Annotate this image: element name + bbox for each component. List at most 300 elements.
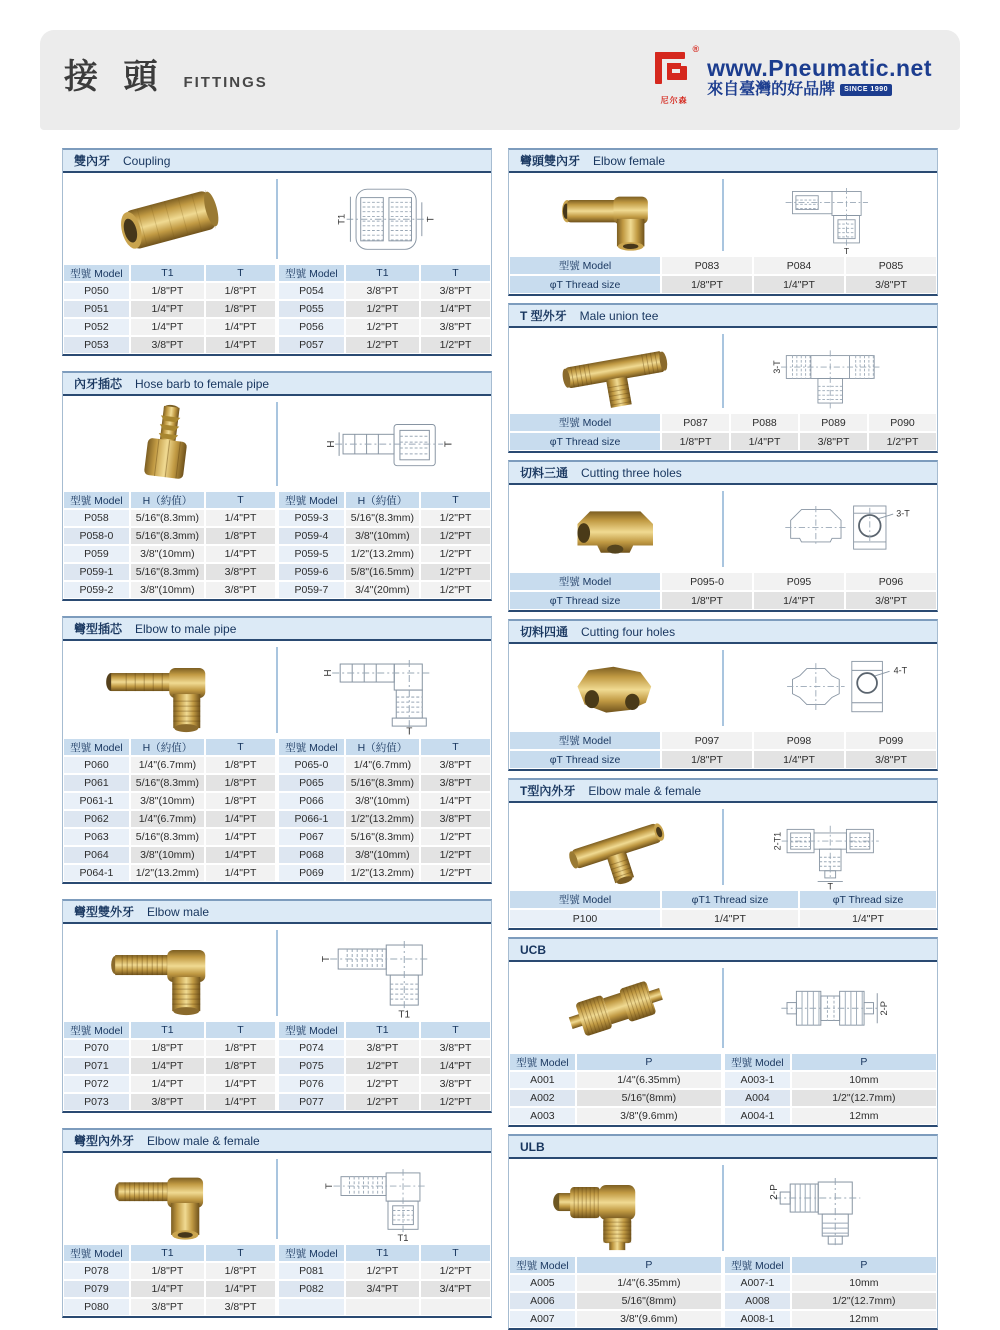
value-cell: 5/16"(8.3mm) bbox=[131, 528, 204, 544]
spec-table bbox=[63, 1022, 491, 1111]
svg-text:T: T bbox=[827, 880, 834, 891]
section-title-en: Cutting four holes bbox=[581, 624, 676, 639]
section-title-en: Elbow to male pipe bbox=[135, 621, 237, 636]
value-cell: 3/8"PT bbox=[846, 751, 936, 768]
value-cell: 3/8"PT bbox=[846, 276, 936, 293]
value-cell: 3/8"PT bbox=[800, 433, 867, 450]
spec-table bbox=[509, 414, 937, 451]
value-cell: 1/2"PT bbox=[346, 1263, 419, 1279]
header-cell: H（約值） bbox=[131, 739, 204, 755]
registered-mark: ® bbox=[692, 44, 700, 54]
header-cell: H（約值） bbox=[346, 492, 419, 508]
spec-table bbox=[509, 257, 937, 294]
value-cell bbox=[421, 1299, 490, 1315]
value-cell: 5/16"(8mm) bbox=[577, 1293, 721, 1309]
model-cell: P084 bbox=[754, 257, 844, 274]
header-cell: T1 bbox=[346, 1022, 419, 1038]
model-cell: P097 bbox=[662, 732, 752, 749]
model-cell: A007-1 bbox=[725, 1275, 790, 1291]
value-cell: 1/4"(6.35mm) bbox=[577, 1072, 721, 1088]
svg-text:H: H bbox=[323, 669, 335, 677]
technical-drawing-elbowBarb bbox=[278, 641, 491, 739]
right-column bbox=[508, 148, 938, 1330]
model-cell: P057 bbox=[279, 337, 344, 353]
section-title bbox=[63, 901, 491, 924]
value-cell: 1/8"PT bbox=[206, 757, 275, 773]
value-cell: 1/4"PT bbox=[421, 793, 490, 809]
header-cell: T1 bbox=[131, 1022, 204, 1038]
model-cell: P050 bbox=[64, 283, 129, 299]
model-cell: P066-1 bbox=[279, 811, 344, 827]
value-cell: 1/2"PT bbox=[346, 301, 419, 317]
technical-drawing-ucb bbox=[724, 962, 937, 1054]
model-cell: P053 bbox=[64, 337, 129, 353]
value-cell: 3/4"PT bbox=[346, 1281, 419, 1297]
value-cell: 1/4"(6.7mm) bbox=[346, 757, 419, 773]
value-cell: 1/4"PT bbox=[421, 1058, 490, 1074]
value-cell: 1/8"PT bbox=[206, 1263, 275, 1279]
section-tee-mf bbox=[508, 778, 938, 930]
section-title-en: Male union tee bbox=[579, 308, 659, 323]
value-cell: 3/8"PT bbox=[346, 283, 419, 299]
header-cell: 型號 Model bbox=[279, 1245, 344, 1261]
value-cell: 1/2"(12.7mm) bbox=[792, 1293, 936, 1309]
value-cell: 1/4"PT bbox=[754, 276, 844, 293]
svg-text:T1: T1 bbox=[335, 213, 347, 225]
model-cell: P059-5 bbox=[279, 546, 344, 562]
header-cell: 型號 Model bbox=[279, 1022, 344, 1038]
table-half bbox=[64, 1245, 275, 1315]
svg-text:T1: T1 bbox=[398, 1009, 411, 1021]
value-cell: 1/4"PT bbox=[731, 433, 798, 450]
row-label-cell: 型號 Model bbox=[510, 732, 660, 749]
value-cell: 3/8"(10mm) bbox=[346, 528, 419, 544]
header-cell: T bbox=[206, 739, 275, 755]
image-area bbox=[63, 396, 491, 492]
value-cell: 1/2"(12.7mm) bbox=[792, 1090, 936, 1106]
product-photo-coupling bbox=[63, 173, 276, 265]
technical-drawing-ulb bbox=[724, 1159, 937, 1257]
value-cell: 1/8"PT bbox=[206, 775, 275, 791]
value-cell: 1/4"PT bbox=[662, 910, 798, 927]
value-cell: 3/4"PT bbox=[421, 1281, 490, 1297]
value-cell: 3/8"PT bbox=[421, 1040, 490, 1056]
svg-text:3-T: 3-T bbox=[896, 508, 911, 519]
header-cell: P bbox=[577, 1054, 721, 1070]
model-cell: A007 bbox=[510, 1311, 575, 1327]
model-cell: P056 bbox=[279, 319, 344, 335]
header-cell: 型號 Model bbox=[279, 739, 344, 755]
section-hose-barb bbox=[62, 371, 492, 601]
image-area bbox=[63, 924, 491, 1022]
value-cell: 10mm bbox=[792, 1072, 936, 1088]
technical-drawing-elbowFemale bbox=[724, 173, 937, 257]
value-cell: 5/16"(8mm) bbox=[577, 1090, 721, 1106]
section-title bbox=[509, 305, 937, 328]
brand-mark-label: 尼尔森 bbox=[660, 96, 688, 105]
model-cell: A005 bbox=[510, 1275, 575, 1291]
table-half bbox=[725, 1257, 936, 1327]
spec-table bbox=[509, 732, 937, 769]
value-cell: 5/8"(16.5mm) bbox=[346, 564, 419, 580]
model-cell: P074 bbox=[279, 1040, 344, 1056]
table-half bbox=[279, 1245, 490, 1315]
section-title bbox=[509, 150, 937, 173]
model-cell: A003-1 bbox=[725, 1072, 790, 1088]
model-cell: P058 bbox=[64, 510, 129, 526]
model-cell: P098 bbox=[754, 732, 844, 749]
header-cell: 型號 Model bbox=[510, 1054, 575, 1070]
model-cell: P064 bbox=[64, 847, 129, 863]
value-cell: 1/2"PT bbox=[421, 1094, 490, 1110]
section-title bbox=[63, 618, 491, 641]
model-cell: P063 bbox=[64, 829, 129, 845]
value-cell: 1/2"(13.2mm) bbox=[131, 865, 204, 881]
spec-table bbox=[509, 573, 937, 610]
value-cell: 1/2"PT bbox=[346, 337, 419, 353]
value-cell: 1/2"PT bbox=[421, 528, 490, 544]
value-cell: 1/4"PT bbox=[206, 510, 275, 526]
model-cell: A006 bbox=[510, 1293, 575, 1309]
product-photo-elbowMale bbox=[63, 924, 276, 1022]
value-cell: 1/4"PT bbox=[206, 1281, 275, 1297]
value-cell: 3/8"PT bbox=[421, 757, 490, 773]
model-cell: A004-1 bbox=[725, 1108, 790, 1124]
value-cell: 1/2"PT bbox=[421, 337, 490, 353]
value-cell: 1/2"(13.2mm) bbox=[346, 865, 419, 881]
model-cell: P078 bbox=[64, 1263, 129, 1279]
header-cell: T bbox=[421, 1245, 490, 1261]
model-cell: P061 bbox=[64, 775, 129, 791]
brand-mark-icon bbox=[651, 44, 700, 106]
svg-text:H: H bbox=[326, 440, 338, 448]
header-cell: 型號 Model bbox=[510, 891, 660, 908]
model-cell: P059 bbox=[64, 546, 129, 562]
value-cell: 3/8"(9.6mm) bbox=[577, 1311, 721, 1327]
value-cell: 3/8"(10mm) bbox=[131, 546, 204, 562]
section-title-en: ULB bbox=[520, 1139, 545, 1154]
value-cell: 1/2"PT bbox=[421, 546, 490, 562]
value-cell: 3/8"PT bbox=[421, 1076, 490, 1092]
image-area bbox=[509, 485, 937, 573]
value-cell: 12mm bbox=[792, 1311, 936, 1327]
section-title bbox=[63, 1130, 491, 1153]
model-cell: P076 bbox=[279, 1076, 344, 1092]
technical-drawing-cut3 bbox=[724, 485, 937, 573]
header-cell: T1 bbox=[131, 265, 204, 281]
value-cell: 1/2"PT bbox=[869, 433, 936, 450]
header-cell: T bbox=[206, 492, 275, 508]
value-cell: 3/8"(10mm) bbox=[131, 582, 204, 598]
image-area bbox=[509, 1159, 937, 1257]
section-elbow-male bbox=[62, 899, 492, 1113]
section-title-zh: 雙內牙 bbox=[74, 154, 111, 168]
value-cell: 1/2"PT bbox=[421, 510, 490, 526]
value-cell: 1/4"PT bbox=[206, 847, 275, 863]
section-title-zh: 彎型內外牙 bbox=[74, 1134, 135, 1148]
section-cut3 bbox=[508, 460, 938, 612]
value-cell: 5/16"(8.3mm) bbox=[131, 510, 204, 526]
value-cell: 5/16"(8.3mm) bbox=[131, 775, 204, 791]
model-cell: A001 bbox=[510, 1072, 575, 1088]
section-title bbox=[509, 780, 937, 803]
value-cell: 3/8"(10mm) bbox=[346, 793, 419, 809]
row-label-cell: φT Thread size bbox=[510, 592, 660, 609]
section-coupling bbox=[62, 148, 492, 356]
technical-drawing-elbowMale bbox=[278, 924, 491, 1022]
header-cell: 型號 Model bbox=[64, 1245, 129, 1261]
section-title-en: Elbow male bbox=[147, 904, 210, 919]
model-cell: P075 bbox=[279, 1058, 344, 1074]
value-cell: 1/8"PT bbox=[206, 301, 275, 317]
model-cell: P059-1 bbox=[64, 564, 129, 580]
section-elbow-female bbox=[508, 148, 938, 296]
value-cell: 3/8"(10mm) bbox=[131, 847, 204, 863]
value-cell: 1/2"(13.2mm) bbox=[346, 546, 419, 562]
table-half bbox=[279, 265, 490, 353]
product-photo-teeMale bbox=[509, 328, 722, 414]
header-cell: 型號 Model bbox=[64, 1022, 129, 1038]
model-cell: P066 bbox=[279, 793, 344, 809]
technical-drawing-barb bbox=[278, 396, 491, 492]
header-cell: 型號 Model bbox=[279, 265, 344, 281]
model-cell: P059-3 bbox=[279, 510, 344, 526]
value-cell: 12mm bbox=[792, 1108, 936, 1124]
technical-drawing-teeMale bbox=[724, 328, 937, 414]
section-elbow-male-pipe bbox=[62, 616, 492, 884]
model-cell: P067 bbox=[279, 829, 344, 845]
value-cell: 3/8"PT bbox=[131, 1094, 204, 1110]
section-title-zh: T型內外牙 bbox=[520, 784, 576, 798]
page-title-zh: 接 頭 bbox=[64, 58, 166, 96]
table-half bbox=[279, 739, 490, 881]
model-cell: P083 bbox=[662, 257, 752, 274]
model-cell: P064-1 bbox=[64, 865, 129, 881]
model-cell: P099 bbox=[846, 732, 936, 749]
value-cell: 1/8"PT bbox=[131, 283, 204, 299]
value-cell: 1/2"PT bbox=[421, 829, 490, 845]
model-cell: P069 bbox=[279, 865, 344, 881]
value-cell: 3/8"PT bbox=[346, 1040, 419, 1056]
model-cell: P096 bbox=[846, 573, 936, 590]
model-cell: P070 bbox=[64, 1040, 129, 1056]
image-area bbox=[509, 644, 937, 732]
section-male-union-tee bbox=[508, 303, 938, 453]
value-cell: 1/8"PT bbox=[206, 528, 275, 544]
section-title bbox=[509, 1136, 937, 1159]
header-cell: 型號 Model bbox=[279, 492, 344, 508]
header-cell: 型號 Model bbox=[64, 265, 129, 281]
svg-text:T: T bbox=[321, 955, 333, 963]
model-cell: P089 bbox=[800, 414, 867, 431]
section-title-en: Cutting three holes bbox=[581, 465, 682, 480]
section-title-zh: 彎型插芯 bbox=[74, 622, 123, 636]
value-cell: 1/2"PT bbox=[421, 564, 490, 580]
section-cut4 bbox=[508, 619, 938, 771]
value-cell: 3/8"PT bbox=[206, 582, 275, 598]
spec-table bbox=[63, 492, 491, 599]
spec-table bbox=[509, 891, 937, 928]
header-cell: φT Thread size bbox=[800, 891, 936, 908]
value-cell: 1/4"(6.7mm) bbox=[131, 811, 204, 827]
value-cell: 3/8"PT bbox=[206, 1299, 275, 1315]
header-cell: 型號 Model bbox=[725, 1054, 790, 1070]
value-cell: 1/2"PT bbox=[421, 847, 490, 863]
value-cell: 1/4"PT bbox=[131, 301, 204, 317]
product-photo-unionElbow bbox=[509, 1159, 722, 1257]
svg-text:T: T bbox=[424, 216, 436, 222]
value-cell: 1/4"PT bbox=[421, 301, 490, 317]
value-cell: 1/4"PT bbox=[131, 1058, 204, 1074]
value-cell: 3/4"(20mm) bbox=[346, 582, 419, 598]
value-cell: 5/16"(8.3mm) bbox=[346, 775, 419, 791]
section-title-en: Elbow male & female bbox=[588, 783, 702, 798]
model-cell: P095 bbox=[754, 573, 844, 590]
section-ucb bbox=[508, 937, 938, 1127]
value-cell: 1/8"PT bbox=[662, 751, 752, 768]
header-cell: 型號 Model bbox=[64, 492, 129, 508]
model-cell: P068 bbox=[279, 847, 344, 863]
value-cell: 3/8"PT bbox=[131, 337, 204, 353]
section-title-zh: 切料四通 bbox=[520, 625, 569, 639]
value-cell: 1/4"PT bbox=[206, 337, 275, 353]
model-cell: P072 bbox=[64, 1076, 129, 1092]
value-cell: 3/8"(9.6mm) bbox=[577, 1108, 721, 1124]
value-cell: 3/8"PT bbox=[421, 811, 490, 827]
svg-text:T1: T1 bbox=[397, 1231, 409, 1243]
value-cell: 3/8"PT bbox=[206, 564, 275, 580]
table-half bbox=[64, 739, 275, 881]
value-cell: 3/8"PT bbox=[131, 1299, 204, 1315]
value-cell: 1/4"PT bbox=[206, 1094, 275, 1110]
value-cell: 1/4"PT bbox=[754, 751, 844, 768]
product-photo-unionStraight bbox=[509, 962, 722, 1054]
section-title-zh: 切料三通 bbox=[520, 466, 569, 480]
spec-table bbox=[63, 1245, 491, 1316]
row-label-cell: 型號 Model bbox=[510, 414, 660, 431]
spec-table bbox=[509, 1054, 937, 1125]
spec-table bbox=[509, 1257, 937, 1328]
model-cell: P085 bbox=[846, 257, 936, 274]
brand-logo bbox=[651, 44, 932, 106]
value-cell: 3/8"(10mm) bbox=[131, 793, 204, 809]
value-cell: 5/16"(8.3mm) bbox=[131, 829, 204, 845]
image-area bbox=[509, 173, 937, 257]
value-cell: 1/2"PT bbox=[421, 1263, 490, 1279]
model-cell: P059-6 bbox=[279, 564, 344, 580]
spec-table bbox=[63, 265, 491, 354]
value-cell: 1/2"PT bbox=[346, 319, 419, 335]
value-cell: 1/8"PT bbox=[131, 1263, 204, 1279]
model-cell: P082 bbox=[279, 1281, 344, 1297]
model-cell: P054 bbox=[279, 283, 344, 299]
spec-table bbox=[63, 739, 491, 882]
value-cell: 1/8"PT bbox=[131, 1040, 204, 1056]
table-half bbox=[64, 492, 275, 598]
model-cell: P079 bbox=[64, 1281, 129, 1297]
value-cell: 3/8"PT bbox=[846, 592, 936, 609]
svg-text:T: T bbox=[323, 1182, 335, 1189]
value-cell: 1/4"(6.7mm) bbox=[131, 757, 204, 773]
value-cell: 1/4"PT bbox=[131, 1281, 204, 1297]
section-title bbox=[509, 462, 937, 485]
section-title bbox=[509, 939, 937, 962]
model-cell: A008 bbox=[725, 1293, 790, 1309]
row-label-cell: 型號 Model bbox=[510, 573, 660, 590]
technical-drawing-elbowMF bbox=[278, 1153, 491, 1245]
technical-drawing-coupling bbox=[278, 173, 491, 265]
header-cell: T bbox=[421, 265, 490, 281]
svg-text:2-P: 2-P bbox=[769, 1184, 781, 1200]
value-cell: 1/4"PT bbox=[206, 1076, 275, 1092]
value-cell: 1/4"PT bbox=[206, 546, 275, 562]
product-photo-elbowMF bbox=[63, 1153, 276, 1245]
image-area bbox=[63, 173, 491, 265]
row-label-cell: φT Thread size bbox=[510, 751, 660, 768]
model-cell: P080 bbox=[64, 1299, 129, 1315]
value-cell: 1/8"PT bbox=[662, 276, 752, 293]
header-cell: T bbox=[206, 1245, 275, 1261]
value-cell: 1/4"PT bbox=[800, 910, 936, 927]
section-title-en: Elbow female bbox=[593, 153, 666, 168]
section-title-zh: T 型外牙 bbox=[520, 309, 567, 323]
model-cell: P071 bbox=[64, 1058, 129, 1074]
model-cell: P051 bbox=[64, 301, 129, 317]
svg-text:3-T: 3-T bbox=[772, 360, 783, 374]
model-cell: A003 bbox=[510, 1108, 575, 1124]
image-area bbox=[509, 803, 937, 891]
product-photo-teeMF bbox=[509, 803, 722, 891]
section-ulb bbox=[508, 1134, 938, 1330]
section-title-zh: 彎型雙外牙 bbox=[74, 905, 135, 919]
technical-drawing-teeMF bbox=[724, 803, 937, 891]
model-cell bbox=[279, 1299, 344, 1315]
table-half bbox=[725, 1054, 936, 1124]
left-column bbox=[62, 148, 492, 1330]
section-title-en: Elbow male & female bbox=[147, 1133, 260, 1148]
table-half bbox=[64, 265, 275, 353]
page-title-en: FITTINGS bbox=[183, 74, 268, 91]
model-cell: P058-0 bbox=[64, 528, 129, 544]
section-elbow-mf bbox=[62, 1128, 492, 1318]
section-title-zh: 彎頭雙內牙 bbox=[520, 154, 581, 168]
header-cell: 型號 Model bbox=[510, 1257, 575, 1273]
header-cell: T bbox=[206, 265, 275, 281]
header-cell: 型號 Model bbox=[64, 739, 129, 755]
product-photo-elbowFemale bbox=[509, 173, 722, 257]
section-title bbox=[509, 621, 937, 644]
value-cell bbox=[346, 1299, 419, 1315]
header-cell: φT1 Thread size bbox=[662, 891, 798, 908]
value-cell: 1/4"PT bbox=[206, 829, 275, 845]
row-label-cell: 型號 Model bbox=[510, 257, 660, 274]
model-cell: A008-1 bbox=[725, 1311, 790, 1327]
product-photo-elbowBarb bbox=[63, 641, 276, 739]
value-cell: 1/2"PT bbox=[421, 865, 490, 881]
model-cell: P065-0 bbox=[279, 757, 344, 773]
svg-text:T: T bbox=[443, 441, 455, 447]
section-title-zh: 內牙插芯 bbox=[74, 377, 123, 391]
header-cell: P bbox=[792, 1257, 936, 1273]
header-band bbox=[40, 30, 960, 130]
value-cell: 3/8"PT bbox=[421, 775, 490, 791]
model-cell: P059-7 bbox=[279, 582, 344, 598]
header-cell: T1 bbox=[346, 1245, 419, 1261]
header-cell: 型號 Model bbox=[725, 1257, 790, 1273]
model-cell: P073 bbox=[64, 1094, 129, 1110]
model-cell: P052 bbox=[64, 319, 129, 335]
model-cell: P090 bbox=[869, 414, 936, 431]
